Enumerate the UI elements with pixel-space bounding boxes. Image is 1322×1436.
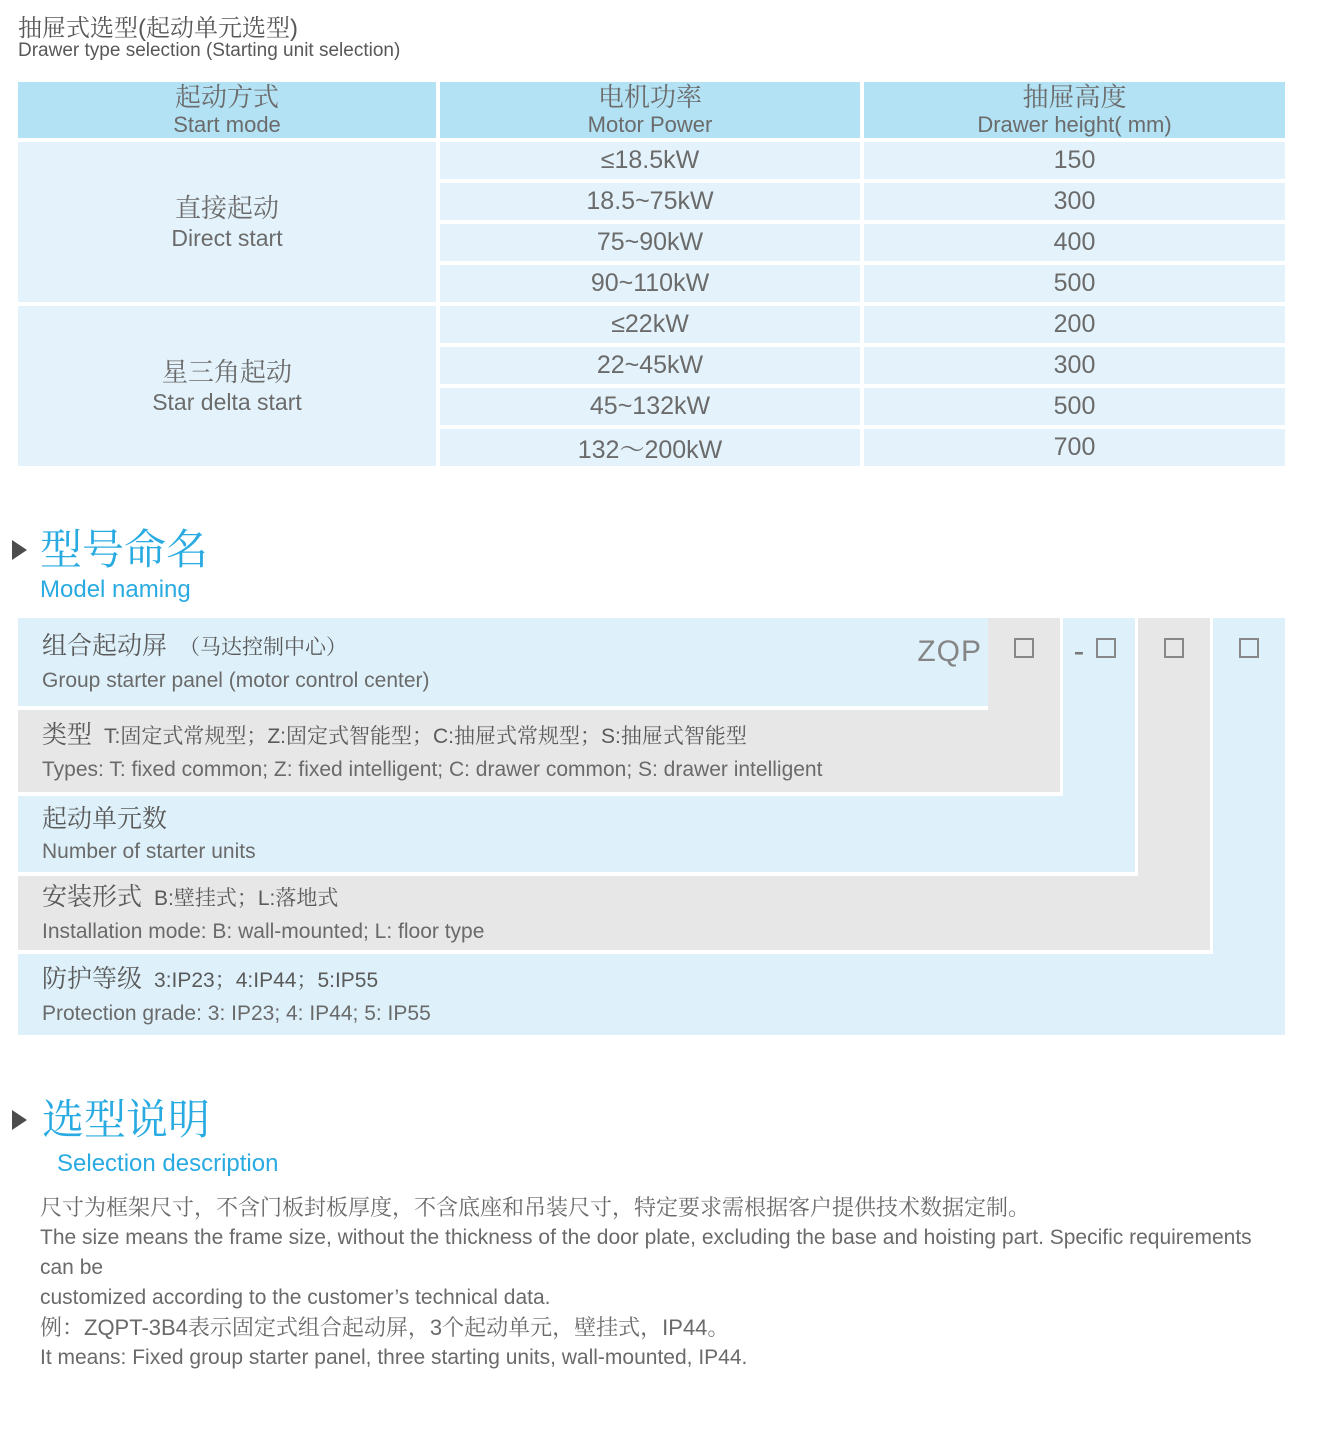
band-group-starter-panel (18, 618, 988, 706)
model-code-prefix: ZQP (917, 635, 982, 668)
power-cell: 18.5~75kW (440, 183, 860, 220)
group-star-delta-cn: 星三角起动 (161, 357, 292, 387)
model-code-column-1 (988, 618, 1060, 710)
selection-description (40, 1193, 1290, 1373)
power-cell: 90~110kW (440, 265, 860, 302)
group-star-delta-en: Star delta start (152, 389, 302, 415)
section-marker-icon (12, 540, 27, 560)
selection-line-cn: 例：ZQPT-3B4表示固定式组合起动屏，3个起动单元，壁挂式，IP44。 (40, 1315, 730, 1340)
height-cell: 200 (864, 306, 1285, 343)
col-header-drawer-height-en: Drawer height( mm) (977, 112, 1172, 137)
band-installation-mode (18, 876, 1210, 950)
model-code-box-icon (1239, 638, 1259, 658)
col-header-start-mode (18, 82, 436, 138)
height-cell: 700 (864, 429, 1285, 466)
band2-en: Types: T: fixed common; Z: fixed intelligent; C: drawer common; S: drawer intelligent (42, 758, 823, 781)
height-cell: 500 (864, 265, 1285, 302)
power-cell: ≤18.5kW (440, 142, 860, 179)
selection-heading-en: Selection description (57, 1150, 279, 1177)
group-direct-start-cn: 直接起动 (174, 193, 279, 223)
selection-heading-cn: 选型说明 (42, 1096, 211, 1143)
group-cell-star-delta-start (18, 306, 436, 466)
band3-cn: 起动单元数 (42, 805, 168, 833)
band-protection-grade (18, 954, 1285, 1035)
band4-cn-label: 安装形式 (42, 883, 143, 911)
page-title-cn: 抽屉式选型(起动单元选型) (18, 15, 298, 42)
model-code-column-4 (1213, 618, 1285, 954)
band4-en: Installation mode: B: wall-mounted; L: floor type (42, 920, 485, 943)
band1-en: Group starter panel (motor control center) (42, 669, 430, 692)
power-cell: ≤22kW (440, 306, 860, 343)
band2-cn-rest: T:固定式常规型；Z:固定式智能型；C:抽屉式常规型；S:抽屉式智能型 (104, 725, 747, 748)
band1-cn-paren: （马达控制中心） (179, 636, 348, 659)
band5-en: Protection grade: 3: IP23; 4: IP44; 5: IP55 (42, 1001, 431, 1025)
band4-cn-rest: B:壁挂式；L:落地式 (154, 887, 339, 910)
height-cell: 150 (864, 142, 1285, 179)
band-starter-units (18, 796, 1135, 872)
selection-line-en: It means: Fixed group starter panel, three starting units, wall-mounted, IP44. (40, 1346, 748, 1369)
col-header-start-mode-cn: 起动方式 (174, 82, 279, 112)
col-header-motor-power-en: Motor Power (587, 112, 713, 137)
model-naming-heading-cn: 型号命名 (40, 526, 209, 573)
band2-cn-label: 类型 (42, 721, 93, 749)
band-types (18, 710, 1060, 792)
band3-en: Number of starter units (42, 840, 256, 863)
group-direct-start-en: Direct start (171, 225, 283, 251)
col-header-motor-power (440, 82, 860, 138)
selection-line-en: The size means the frame size, without the thickness of the door plate, excluding the base and hoisting part. Specific requirements can be (40, 1226, 1252, 1279)
model-code-box-icon (1096, 638, 1116, 658)
section-marker-icon (12, 1110, 27, 1130)
power-cell: 22~45kW (440, 347, 860, 384)
col-header-drawer-height (864, 82, 1285, 138)
model-code-dash: - (1073, 633, 1085, 669)
height-cell: 300 (864, 347, 1285, 384)
height-cell: 500 (864, 388, 1285, 425)
model-code-box-icon (1014, 638, 1034, 658)
page-title-en: Drawer type selection (Starting unit selection) (18, 40, 401, 61)
height-cell: 300 (864, 183, 1285, 220)
col-header-drawer-height-cn: 抽屉高度 (1022, 82, 1127, 112)
band1-cn-label: 组合起动屏 (42, 632, 168, 660)
selection-line-cn: 尺寸为框架尺寸，不含门板封板厚度，不含底座和吊装尺寸，特定要求需根据客户提供技术数据定制。 (40, 1195, 1031, 1220)
power-cell: 75~90kW (440, 224, 860, 261)
band5-cn-label: 防护等级 (42, 964, 143, 993)
col-header-motor-power-cn: 电机功率 (597, 82, 702, 112)
power-cell: 132～200kW (440, 429, 860, 466)
group-cell-direct-start (18, 142, 436, 302)
selection-line-en: customized according to the customer’s technical data. (40, 1286, 551, 1309)
power-cell: 45~132kW (440, 388, 860, 425)
model-naming-heading-en: Model naming (40, 576, 191, 603)
band5-cn-rest: 3:IP23；4:IP44；5:IP55 (154, 968, 379, 992)
col-header-start-mode-en: Start mode (173, 112, 281, 137)
height-cell: 400 (864, 224, 1285, 261)
model-code-box-icon (1164, 638, 1184, 658)
